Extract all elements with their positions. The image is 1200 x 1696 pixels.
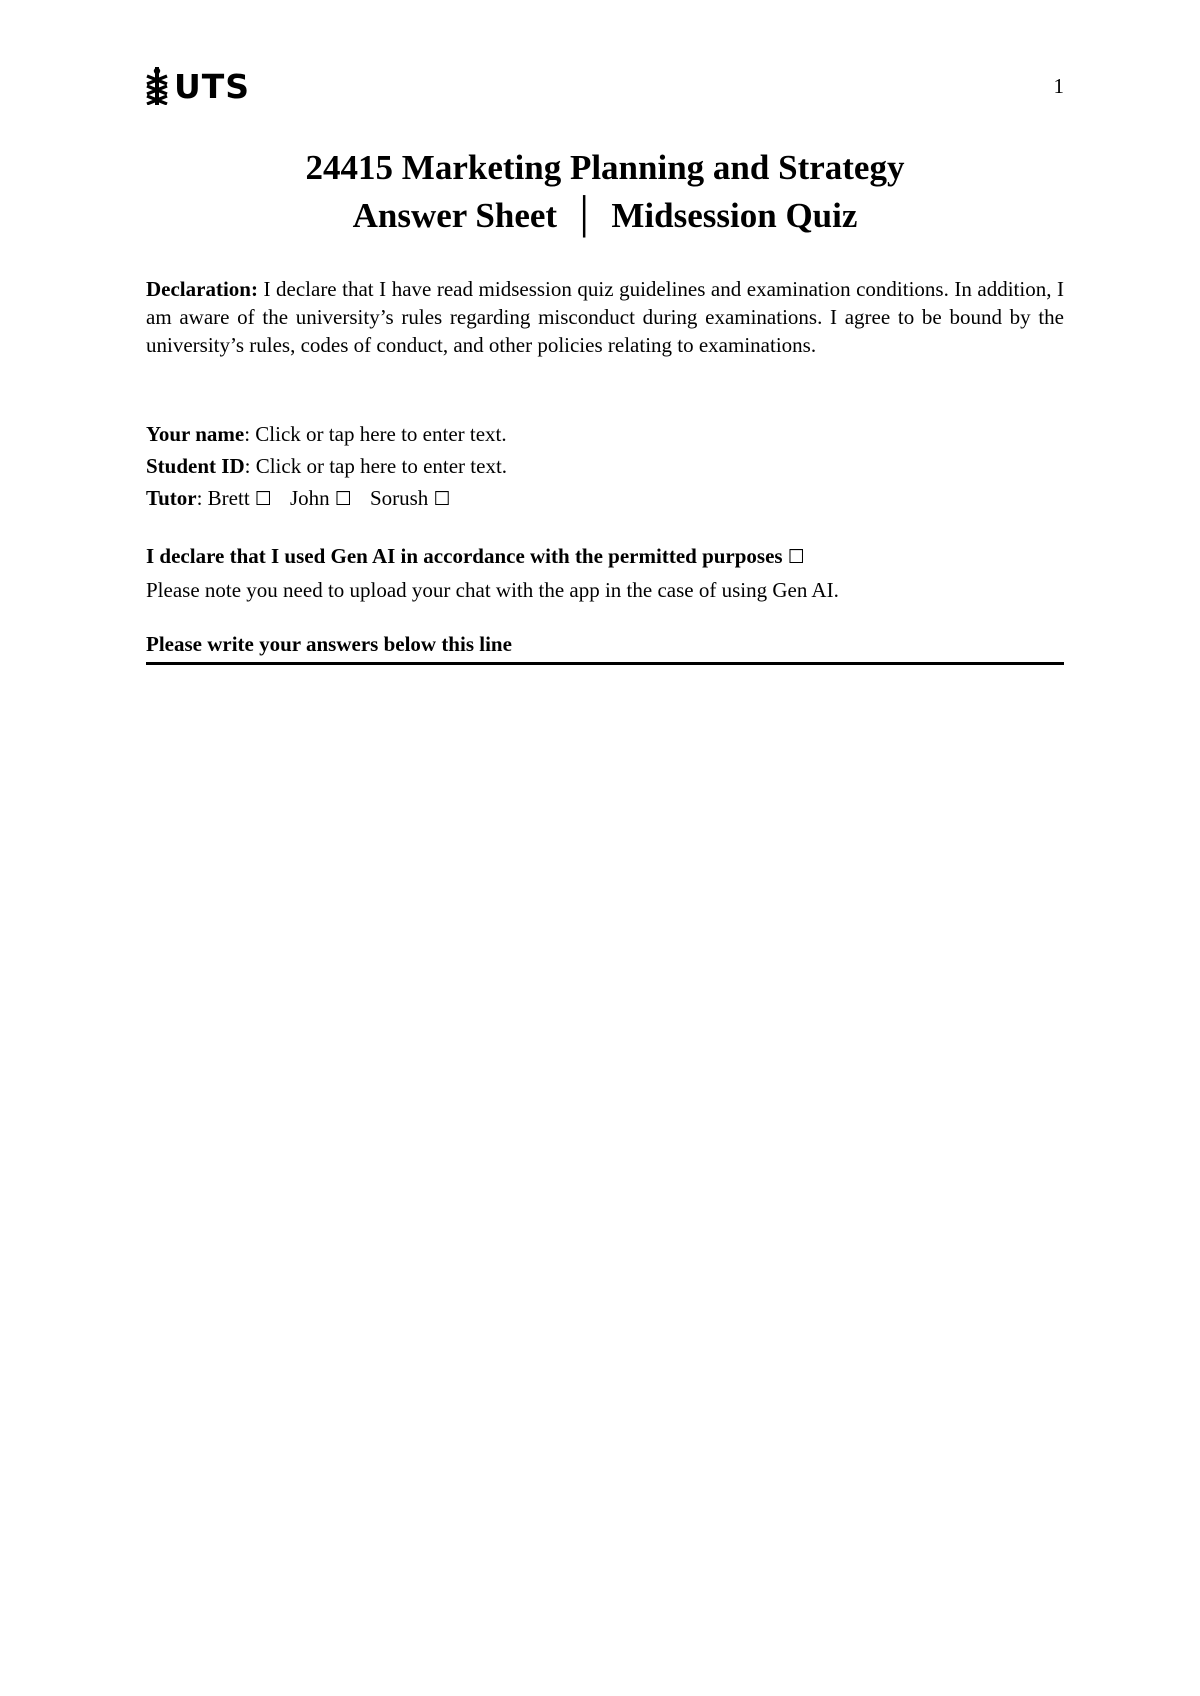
tutor-sorush-checkbox[interactable]: ☐: [433, 488, 451, 510]
tutor-label: Tutor: [146, 486, 197, 510]
declaration-paragraph: [146, 275, 1064, 359]
tutor-option-john: [290, 486, 352, 510]
tutor-option-sorush: [370, 486, 451, 510]
tutor-colon: :: [196, 486, 203, 510]
student-id-input[interactable]: Click or tap here to enter text.: [255, 454, 508, 478]
genai-note: Please note you need to upload your chat with the app in the case of using Gen AI.: [146, 578, 839, 602]
genai-checkbox[interactable]: ☐: [787, 546, 805, 568]
answer-area[interactable]: [146, 672, 1064, 1632]
tutor-option-brett: [208, 486, 272, 510]
student-id-field-row: [146, 452, 1064, 480]
genai-declaration-text: I declare that I used Gen AI in accordance with the permitted purposes: [146, 544, 783, 568]
tutor-field-row: [146, 484, 1064, 513]
logo-text: UTS: [174, 66, 251, 106]
tutor-brett-checkbox[interactable]: ☐: [254, 488, 272, 510]
name-field-row: [146, 420, 1064, 448]
course-title: 24415 Marketing Planning and Strategy: [305, 148, 905, 187]
tutor-john-checkbox[interactable]: ☐: [334, 488, 352, 510]
declaration-text: I declare that I have read midsession quiz guidelines and examination conditions. In addition, I am aware of the university’s rules regarding misconduct during examinations. I agree to be bound by the university’s rules, codes of conduct, and other policies relating to examinations.: [146, 277, 1064, 357]
tutor-name: Brett: [207, 486, 250, 510]
name-label: Your name: [146, 422, 245, 446]
declaration-label: Declaration:: [146, 277, 258, 301]
uts-logo: [146, 66, 250, 106]
name-input[interactable]: Click or tap here to enter text.: [255, 422, 507, 446]
name-colon: :: [244, 422, 251, 446]
answer-sheet-label: Answer Sheet: [352, 196, 558, 235]
student-id-colon: :: [244, 454, 251, 478]
title-separator: │: [571, 196, 597, 235]
uts-crest-icon: [146, 67, 168, 105]
page-number: 1: [1053, 74, 1064, 98]
document-subtitle: [146, 192, 1064, 240]
tutor-name: Sorush: [369, 486, 429, 510]
genai-declaration: [146, 542, 1064, 571]
student-id-label: Student ID: [146, 454, 245, 478]
tutor-name: John: [289, 486, 330, 510]
answer-section-heading: Please write your answers below this line: [146, 630, 1064, 665]
quiz-label: Midsession Quiz: [611, 196, 858, 235]
page-title: [146, 144, 1064, 240]
